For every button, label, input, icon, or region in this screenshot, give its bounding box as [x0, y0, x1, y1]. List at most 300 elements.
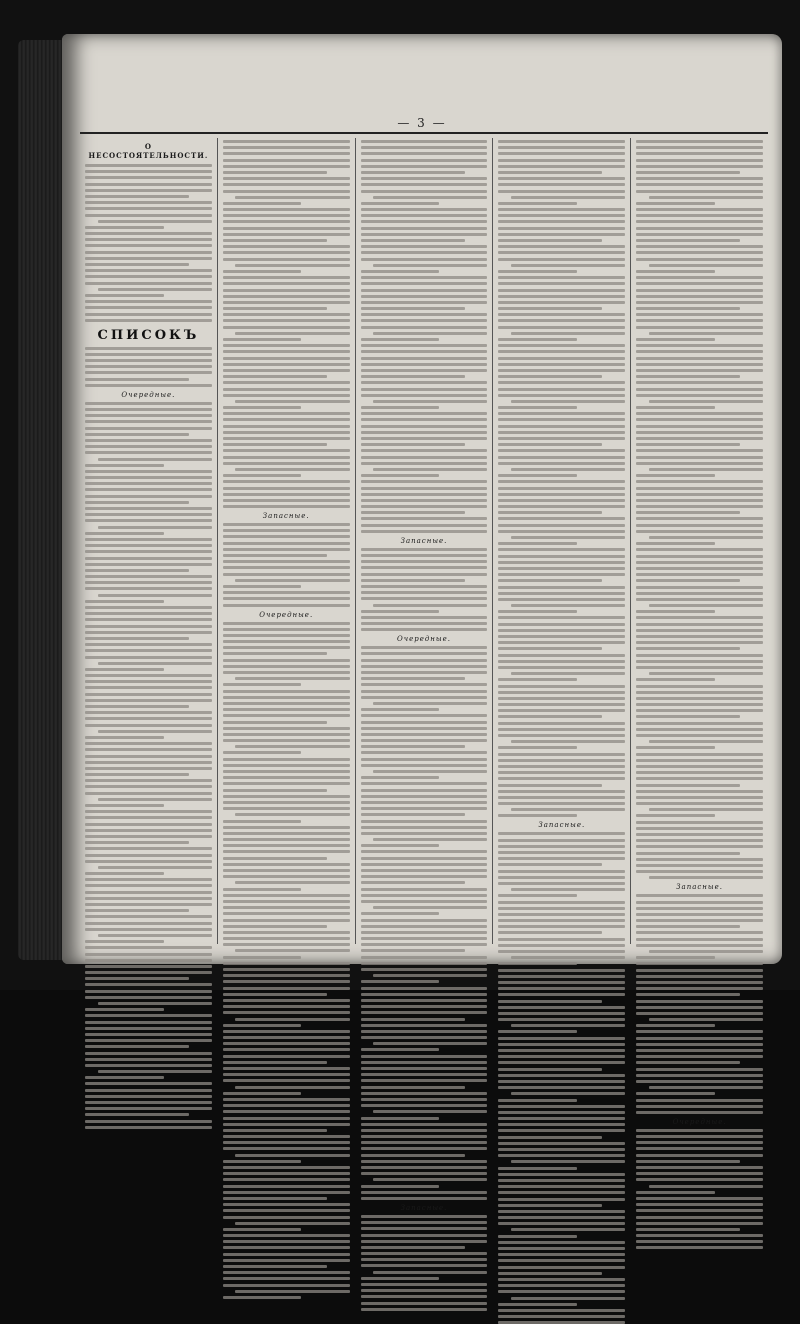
text-line: [649, 876, 763, 879]
juror-list: [223, 622, 350, 1299]
text-line: [85, 649, 212, 652]
text-line: [223, 1129, 327, 1132]
text-line: [498, 962, 577, 965]
text-line: [636, 1172, 763, 1175]
text-line: [636, 592, 763, 595]
text-line: [85, 1058, 212, 1061]
text-line: [223, 208, 350, 211]
text-line: [85, 767, 212, 770]
text-line: [498, 567, 625, 570]
text-line: [636, 709, 763, 712]
text-line: [223, 659, 350, 662]
text-line: [498, 1136, 602, 1139]
text-line: [85, 823, 212, 826]
text-line: [85, 625, 212, 628]
text-line: [85, 612, 212, 615]
text-line: [223, 863, 350, 866]
text-line: [498, 307, 602, 310]
text-line: [361, 1227, 488, 1230]
text-line: [85, 538, 212, 541]
text-line: [223, 820, 302, 823]
text-line: [223, 1178, 350, 1181]
text-line: [85, 816, 212, 819]
text-line: [511, 888, 625, 891]
text-line: [235, 1018, 349, 1021]
text-line: [223, 956, 302, 959]
text-line: [85, 940, 164, 943]
text-line: [498, 456, 625, 459]
text-line: [223, 1011, 350, 1014]
text-line: [636, 1055, 763, 1058]
text-line: [223, 1024, 302, 1027]
text-line: [636, 418, 763, 421]
text-line: [636, 159, 763, 162]
text-line: [85, 971, 212, 974]
text-line: [649, 536, 763, 539]
text-line: [223, 974, 350, 977]
text-line: [85, 711, 212, 714]
text-line: [636, 660, 763, 663]
text-line: [498, 289, 625, 292]
text-line: [361, 1308, 488, 1311]
text-line: [498, 1061, 625, 1064]
text-line: [223, 665, 350, 668]
text-line: [361, 1005, 488, 1008]
text-line: [636, 487, 763, 490]
text-line: [498, 753, 625, 756]
text-line: [498, 1216, 625, 1219]
text-line: [498, 326, 625, 329]
text-line: [223, 449, 350, 452]
text-line: [498, 863, 602, 866]
text-line: [223, 937, 350, 940]
text-line: [223, 1240, 350, 1243]
text-line: [498, 282, 625, 285]
text-line: [636, 208, 763, 211]
text-line: [498, 666, 625, 669]
text-line: [361, 363, 488, 366]
text-line: [223, 702, 350, 705]
text-line: [636, 647, 740, 650]
text-line: [223, 1172, 350, 1175]
text-line: [498, 857, 625, 860]
text-line: [636, 839, 763, 842]
newspaper-page: [62, 34, 782, 1212]
text-line: [223, 597, 350, 600]
text-line: [223, 727, 350, 730]
text-line: [223, 326, 350, 329]
text-line: [85, 742, 212, 745]
text-line: [85, 544, 212, 547]
text-line: [85, 674, 212, 677]
text-line: [511, 1024, 625, 1027]
text-line: [498, 443, 602, 446]
text-line: [498, 777, 625, 780]
text-line: [498, 239, 602, 242]
text-line: [223, 202, 302, 205]
text-line: [361, 683, 488, 686]
text-line: [636, 777, 763, 780]
text-line: [636, 517, 763, 520]
text-line: [636, 140, 763, 143]
text-line: [85, 1101, 212, 1104]
text-line: [361, 301, 488, 304]
text-line: [361, 1079, 488, 1082]
text-line: [361, 1117, 440, 1120]
column-5: [631, 138, 768, 1126]
text-line: [223, 406, 302, 409]
text-line: [636, 555, 763, 558]
subheading-zapasnye: Запасные.: [400, 1203, 448, 1212]
text-line: [498, 598, 625, 601]
text-line: [649, 468, 763, 471]
text-line: [498, 654, 625, 657]
text-line: [361, 474, 440, 477]
text-line: [361, 789, 488, 792]
text-line: [85, 804, 164, 807]
text-line: [361, 980, 440, 983]
text-line: [498, 357, 625, 360]
text-line: [636, 258, 763, 261]
text-line: [361, 1166, 488, 1169]
text-line: [85, 1089, 212, 1092]
text-line: [361, 832, 488, 835]
text-line: [223, 1117, 350, 1120]
text-line: [223, 875, 350, 878]
text-line: [498, 839, 625, 842]
text-line: [85, 513, 212, 516]
text-line: [85, 263, 189, 266]
text-line: [223, 523, 350, 526]
text-line: [361, 245, 488, 248]
text-line: [223, 1259, 350, 1262]
text-line: [223, 993, 327, 996]
text-line: [636, 821, 763, 824]
text-line: [223, 319, 350, 322]
text-line: [85, 451, 212, 454]
text-line: [223, 214, 350, 217]
text-line: [498, 610, 577, 613]
text-line: [498, 1266, 625, 1269]
text-line: [498, 1309, 625, 1312]
text-line: [498, 950, 625, 953]
text-line: [636, 499, 763, 502]
text-line: [235, 949, 349, 952]
text-line: [223, 919, 350, 922]
text-line: [373, 906, 487, 909]
text-line: [223, 270, 302, 273]
text-line: [85, 238, 212, 241]
subheading-ocherednye: Очередные.: [121, 390, 176, 399]
text-line: [85, 445, 212, 448]
text-line: [636, 251, 763, 254]
text-line: [223, 776, 350, 779]
text-line: [361, 394, 488, 397]
text-line: [223, 542, 350, 545]
text-line: [498, 140, 625, 143]
text-line: [373, 468, 487, 471]
text-line: [223, 1135, 350, 1138]
text-line: [223, 146, 350, 149]
text-line: [498, 338, 577, 341]
text-line: [85, 761, 212, 764]
column-2: [218, 138, 356, 944]
text-line: [85, 1107, 212, 1110]
text-line: [223, 1005, 350, 1008]
text-line: [361, 140, 488, 143]
text-line: [361, 462, 488, 465]
text-line: [223, 227, 350, 230]
text-line: [361, 1092, 488, 1095]
text-line: [223, 177, 350, 180]
text-line: [361, 456, 488, 459]
text-line: [361, 1030, 488, 1033]
text-line: [85, 569, 189, 572]
text-line: [636, 666, 763, 669]
text-line: [361, 820, 488, 823]
text-line: [498, 1185, 625, 1188]
text-line: [223, 888, 302, 891]
text-line: [498, 1222, 625, 1225]
text-line: [636, 1105, 763, 1108]
text-line: [636, 975, 763, 978]
text-line: [498, 152, 625, 155]
text-line: [636, 1129, 763, 1132]
text-line: [361, 1061, 488, 1064]
text-line: [511, 196, 625, 199]
text-line: [361, 530, 488, 533]
text-line: [361, 764, 488, 767]
subheading-zapasnye: Запасные.: [262, 512, 310, 521]
text-line: [636, 1141, 763, 1144]
text-line: [498, 709, 625, 712]
text-line: [223, 1284, 350, 1287]
text-line: [223, 962, 350, 965]
text-line: [223, 245, 350, 248]
text-line: [223, 1073, 350, 1076]
text-line: [636, 759, 763, 762]
text-line: [511, 400, 625, 403]
text-line: [636, 610, 715, 613]
text-line: [636, 753, 763, 756]
text-line: [361, 338, 440, 341]
text-line: [361, 1018, 465, 1021]
text-line: [361, 1073, 488, 1076]
text-line: [223, 1185, 350, 1188]
text-line: [361, 152, 488, 155]
text-line: [498, 876, 625, 879]
text-line: [361, 282, 488, 285]
text-line: [85, 959, 212, 962]
text-line: [498, 1204, 602, 1207]
text-line: [636, 1030, 763, 1033]
text-line: [361, 696, 488, 699]
text-line: [498, 1303, 577, 1306]
subheading-ocherednye: Очередные.: [672, 1117, 727, 1126]
text-line: [361, 968, 488, 971]
text-line: [361, 813, 465, 816]
text-line: [361, 782, 488, 785]
text-line: [223, 1203, 350, 1206]
text-line: [223, 1147, 350, 1150]
text-line: [361, 956, 488, 959]
text-line: [85, 232, 212, 235]
text-line: [498, 870, 625, 873]
text-line: [223, 1104, 350, 1107]
text-line: [223, 499, 350, 502]
text-line: [85, 257, 212, 260]
text-line: [636, 1216, 763, 1219]
text-line: [223, 220, 350, 223]
text-line: [636, 987, 763, 990]
text-line: [498, 765, 625, 768]
text-line: [223, 1277, 350, 1280]
text-line: [361, 375, 465, 378]
text-line: [85, 170, 212, 173]
text-line: [498, 1247, 625, 1250]
text-line: [85, 353, 212, 356]
text-line: [85, 563, 212, 566]
text-line: [235, 1222, 349, 1225]
text-line: [361, 233, 488, 236]
text-line: [361, 289, 488, 292]
text-line: [361, 499, 488, 502]
text-line: [223, 980, 350, 983]
text-line: [85, 643, 212, 646]
text-line: [498, 802, 625, 805]
text-line: [361, 585, 488, 588]
text-line: [85, 841, 189, 844]
text-line: [361, 319, 488, 322]
text-line: [636, 493, 763, 496]
text-line: [85, 922, 212, 925]
text-line: [636, 728, 763, 731]
text-line: [223, 801, 350, 804]
text-line: [498, 629, 625, 632]
text-line: [498, 177, 625, 180]
text-line: [649, 1086, 763, 1089]
text-line: [498, 678, 577, 681]
text-line: [361, 505, 488, 508]
text-line: [498, 555, 625, 558]
text-line: [649, 740, 763, 743]
text-line: [498, 1167, 577, 1170]
text-line: [223, 869, 350, 872]
text-line: [361, 381, 488, 384]
text-line: [361, 369, 488, 372]
list-intro-text: [85, 347, 212, 387]
text-line: [649, 1185, 763, 1188]
text-line: [361, 183, 488, 186]
text-line: [361, 1141, 488, 1144]
text-line: [361, 925, 488, 928]
text-line: [98, 220, 212, 223]
text-line: [498, 517, 625, 520]
text-line: [498, 462, 625, 465]
text-line: [85, 637, 189, 640]
text-line: [636, 685, 763, 688]
text-line: [636, 962, 763, 965]
text-line: [223, 857, 327, 860]
text-line: [498, 759, 625, 762]
text-line: [361, 227, 488, 230]
text-line: [85, 903, 212, 906]
text-line: [361, 1264, 488, 1267]
text-line: [235, 745, 349, 748]
text-line: [498, 728, 625, 731]
text-line: [361, 449, 488, 452]
text-line: [361, 202, 440, 205]
text-line: [223, 159, 350, 162]
text-line: [85, 550, 212, 553]
text-line: [85, 792, 212, 795]
text-line: [85, 244, 212, 247]
text-line: [361, 727, 488, 730]
text-line: [498, 616, 625, 619]
text-line: [361, 888, 488, 891]
text-line: [361, 869, 488, 872]
text-line: [85, 294, 164, 297]
text-line: [498, 981, 625, 984]
text-line: [511, 1297, 625, 1300]
text-line: [636, 363, 763, 366]
text-line: [223, 1216, 350, 1219]
subheading-zapasnye: Запасные.: [400, 536, 448, 545]
text-line: [636, 870, 763, 873]
text-line: [223, 350, 350, 353]
text-line: [223, 535, 350, 538]
text-line: [498, 845, 625, 848]
text-line: [223, 363, 350, 366]
text-line: [223, 1048, 350, 1051]
text-line: [498, 227, 625, 230]
text-line: [223, 375, 327, 378]
text-line: [636, 1012, 763, 1015]
text-line: [498, 685, 625, 688]
text-line: [636, 295, 763, 298]
text-line: [361, 708, 440, 711]
book-spine-edge: [18, 40, 66, 960]
text-line: [85, 384, 212, 387]
text-line: [498, 790, 625, 793]
text-line: [636, 1191, 715, 1194]
text-line: [636, 431, 763, 434]
text-line: [223, 628, 350, 631]
text-line: [98, 934, 212, 937]
text-line: [636, 919, 763, 922]
text-line: [498, 1030, 577, 1033]
text-line: [223, 652, 327, 655]
text-line: [223, 554, 327, 557]
text-line: [498, 542, 577, 545]
text-line: [85, 779, 212, 782]
text-line: [223, 140, 350, 143]
text-line: [361, 388, 488, 391]
text-line: [361, 1086, 465, 1089]
text-line: [636, 956, 715, 959]
subheading-ocherednye: Очередные.: [259, 610, 314, 619]
text-line: [223, 850, 350, 853]
text-line: [498, 697, 625, 700]
text-line: [649, 400, 763, 403]
text-line: [636, 1178, 763, 1181]
text-line: [636, 480, 763, 483]
text-line: [223, 462, 350, 465]
text-line: [361, 1048, 440, 1051]
text-line: [498, 220, 625, 223]
text-line: [636, 511, 740, 514]
text-line: [373, 1110, 487, 1113]
